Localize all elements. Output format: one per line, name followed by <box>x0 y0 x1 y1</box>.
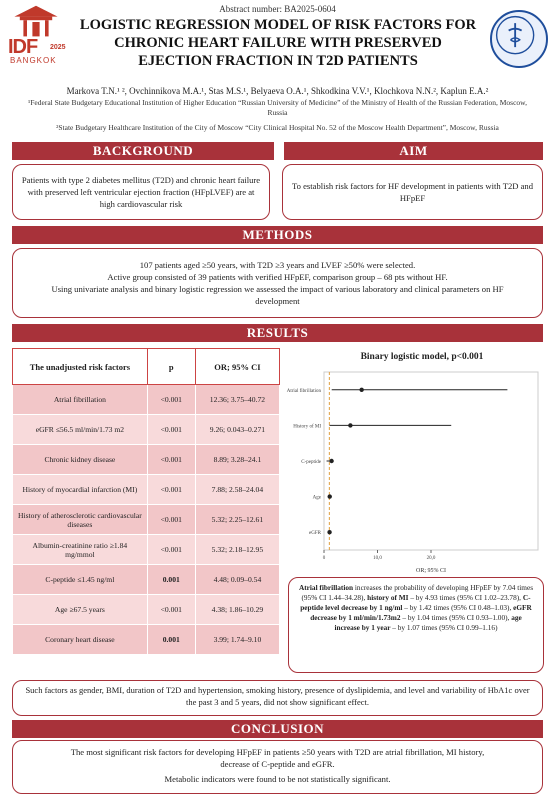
odds-ratio: 5.32; 2.18–12.95 <box>195 535 279 565</box>
table-header-factor: The unadjusted risk factors <box>13 349 148 385</box>
category-label: C-peptide <box>301 460 321 465</box>
nonsignificant-factors-text: Such factors as gender, BMI, duration of T2D and hypertension, smoking history, presence of dyslipidemia, and level and variability of HbA1c over the past 3 and 5 years, did not show significant effect. <box>25 685 530 707</box>
odds-ratio: 3.99; 1.74–9.10 <box>195 625 279 655</box>
result-segment: C-peptide level decrease by 1 ng/ml <box>300 593 531 612</box>
p-value: 0.001 <box>147 625 195 655</box>
methods-line-3: Using univariate analysis and binary logistic regression we assessed the impact of various laboratory and clinical parameters on HF development <box>51 284 504 306</box>
risk-factor-name: History of myocardial infarction (MI) <box>13 475 148 505</box>
result-segment: eGFR decrease by 1 ml/min/1.73m2 <box>310 603 532 622</box>
odds-ratio: 7.88; 2.58–24.04 <box>195 475 279 505</box>
table-row <box>13 475 280 505</box>
idf-logo-city: BANGKOK <box>10 56 57 65</box>
idf-pagoda-icon <box>6 4 66 40</box>
x-tick-label: 20,0 <box>426 556 436 561</box>
result-segment: – by 1.04 times (95% CI 0.93–1.00), <box>400 613 512 622</box>
university-seal-icon <box>490 10 548 68</box>
risk-factor-name: eGFR ≤56.5 ml/min/1.73 m2 <box>13 415 148 445</box>
odds-ratio: 12.36; 3.75–40.72 <box>195 385 279 415</box>
methods-line-2: Active group consisted of 39 patients with verified HFpEF, comparison group – 68 pts without HF. <box>107 272 448 282</box>
background-text: Patients with type 2 diabetes mellitus (T2D) and chronic heart failure with preserved left ventricular ejection fraction (HFpLVEF) are at high cardiovascular risk <box>21 175 261 209</box>
table-row <box>13 415 280 445</box>
aim-text: To establish risk factors for HF development in patients with T2D and HFpEF <box>291 181 533 203</box>
forest-plot <box>284 366 546 578</box>
result-segment: Atrial fibrillation <box>298 583 354 592</box>
p-value: <0.001 <box>147 505 195 535</box>
table-row <box>13 595 280 625</box>
result-segment: history of MI <box>367 593 409 602</box>
result-segment: – by 1.42 times (95% CI 0.48–1.03), <box>402 603 514 612</box>
result-segment: – by 1.07 times (95% CI 0.99–1.16) <box>390 623 498 632</box>
chart-title: Binary logistic model, p<0.001 <box>360 352 484 362</box>
table-row <box>13 625 280 655</box>
methods-heading: METHODS <box>12 226 543 244</box>
table-row <box>13 385 280 415</box>
result-summary <box>288 577 544 673</box>
risk-factors-table <box>12 348 280 655</box>
p-value: <0.001 <box>147 475 195 505</box>
idf-logo-year: 2025 <box>50 44 66 51</box>
odds-ratio: 8.89; 3.28–24.1 <box>195 445 279 475</box>
risk-factor-name: C-peptide ≤1.45 ng/ml <box>13 565 148 595</box>
or-point <box>359 388 363 392</box>
background-box <box>12 164 270 220</box>
methods-line-1: 107 patients aged ≥50 years, with T2D ≥3 years and LVEF ≥50% were selected. <box>139 260 416 270</box>
or-point <box>327 530 331 534</box>
table-row <box>13 535 280 565</box>
category-label: History of MI <box>293 424 321 430</box>
conclusion-box <box>12 740 543 794</box>
or-point <box>328 494 332 498</box>
p-value: <0.001 <box>147 535 195 565</box>
table-row <box>13 445 280 475</box>
nonsignificant-factors-box <box>12 680 543 716</box>
result-segment: – by 4.93 times (95% CI 1.02–23.78), <box>408 593 523 602</box>
odds-ratio: 5.32; 2.25–12.61 <box>195 505 279 535</box>
p-value: <0.001 <box>147 415 195 445</box>
authors: Markova T.N.¹ ², Ovchinnikova M.A.¹, Stas M.S.¹, Belyaeva O.A.¹, Shkodkina V.V.¹, Klochkova N.N.², Kaplun E.A.² <box>66 86 489 96</box>
conclusion-line-1: The most significant risk factors for developing HFpEF in patients ≥50 years with T2D are atrial fibrillation, MI history, decrease of C-peptide and eGFR. <box>70 747 485 769</box>
idf-logo-text: IDF <box>8 36 38 58</box>
affiliation-1: ¹Federal State Budgetary Educational Institution of Higher Education “Russian University of Medicine” of the Ministry of Health of the Russian Federation, Moscow, Russia <box>28 98 527 117</box>
affiliation-2: ²State Budgetary Healthcare Institution of the City of Moscow “City Clinical Hospital No. 52 of the Moscow Health Department”, Moscow, Russia <box>56 123 499 132</box>
or-point <box>329 459 333 463</box>
odds-ratio: 4.38; 1.86–10.29 <box>195 595 279 625</box>
conclusion-heading: CONCLUSION <box>12 720 543 738</box>
result-segment: age increase by 1 year <box>334 613 522 632</box>
x-tick-label: 0 <box>322 556 326 561</box>
risk-factor-name: History of atherosclerotic cardiovascular diseases <box>13 505 148 535</box>
table-header-p: p <box>147 349 195 385</box>
x-axis-label: OR; 95% CI <box>416 568 446 574</box>
aim-box <box>282 164 543 220</box>
p-value: <0.001 <box>147 445 195 475</box>
p-value: <0.001 <box>147 595 195 625</box>
poster-title: LOGISTIC REGRESSION MODEL OF RISK FACTORS FOR CHRONIC HEART FAILURE WITH PRESERVED EJECTION FRACTION IN T2D PATIENTS <box>79 17 477 69</box>
category-label: Atrial fibrillation <box>286 388 321 394</box>
abstract-number: Abstract number: BA2025-0604 <box>219 4 336 14</box>
conclusion-line-2: Metabolic indicators were found to be not statistically significant. <box>164 774 391 784</box>
p-value: 0.001 <box>147 565 195 595</box>
category-label: eGFR <box>309 531 321 537</box>
risk-factor-name: Age ≥67.5 years <box>13 595 148 625</box>
table-header-or: OR; 95% CI <box>195 349 279 385</box>
plot-area <box>324 372 538 550</box>
risk-factor-name: Chronic kidney disease <box>13 445 148 475</box>
category-label: Age <box>312 495 321 501</box>
risk-factor-name: Atrial fibrillation <box>13 385 148 415</box>
background-heading: BACKGROUND <box>12 142 274 160</box>
methods-box <box>12 248 543 318</box>
result-segment: increases the probability of developing HFpEF by 7.04 times (95% CI 1.44–34.28), <box>301 583 534 602</box>
or-point <box>348 423 352 427</box>
aim-heading: AIM <box>284 142 543 160</box>
results-heading: RESULTS <box>12 324 543 342</box>
x-tick-label: 10,0 <box>373 556 382 561</box>
risk-factor-name: Albumin-creatinine ratio ≥1.84 mg/mmol <box>13 535 148 565</box>
table-row <box>13 565 280 595</box>
odds-ratio: 9.26; 0.043–0.271 <box>195 415 279 445</box>
table-row <box>13 505 280 535</box>
p-value: <0.001 <box>147 385 195 415</box>
risk-factor-name: Coronary heart disease <box>13 625 148 655</box>
odds-ratio: 4.48; 0.09–0.54 <box>195 565 279 595</box>
